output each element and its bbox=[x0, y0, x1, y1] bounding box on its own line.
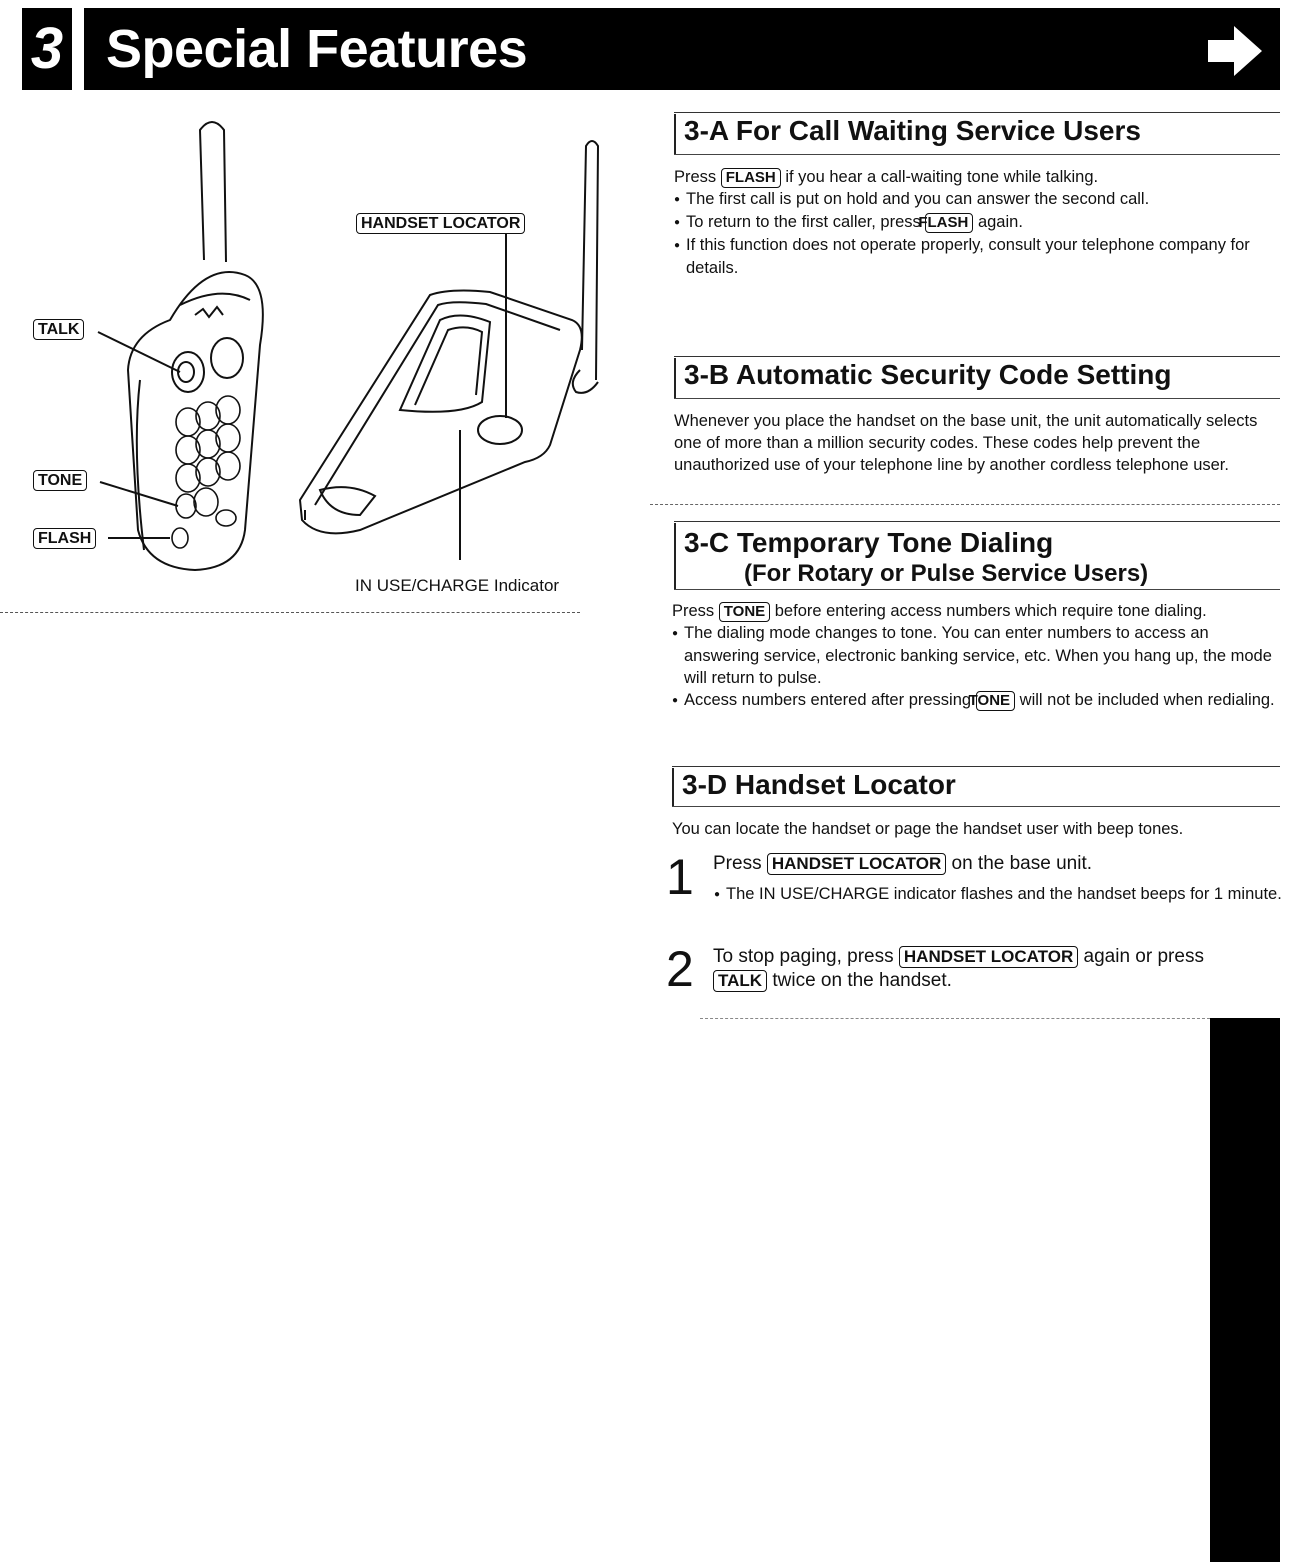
text: on the base unit. bbox=[946, 853, 1093, 874]
step-2-text bbox=[713, 945, 1273, 993]
text: Press bbox=[713, 853, 767, 874]
text: before entering access numbers which require tone dialing. bbox=[770, 602, 1207, 620]
flash-key-label: FLASH bbox=[33, 528, 96, 549]
tone-key: TONE bbox=[976, 691, 1015, 711]
section-a-title: 3-A For Call Waiting Service Users bbox=[684, 115, 1141, 146]
illustration-divider bbox=[0, 612, 580, 613]
section-d-intro: You can locate the handset or page the handset user with beep tones. bbox=[672, 820, 1184, 838]
flash-key: FLASH bbox=[925, 213, 973, 233]
right-arrow-icon bbox=[1206, 24, 1264, 78]
section-c-subtitle: (For Rotary or Pulse Service Users) bbox=[744, 560, 1149, 587]
section-b-divider bbox=[650, 504, 1280, 505]
section-c-title: 3-C Temporary Tone Dialing bbox=[684, 527, 1054, 558]
section-b-body: Whenever you place the handset on the base unit, the unit automatically selects one of more than a million security codes. These codes help prevent the unauthorized use of your telephone line by another cordless telephone user. bbox=[674, 412, 1258, 474]
text: Press bbox=[672, 602, 719, 620]
section-c-body bbox=[672, 600, 1282, 712]
section-c-top-rule bbox=[674, 521, 1280, 522]
section-b-heading bbox=[674, 358, 1171, 398]
section-b-title: 3-B Automatic Security Code Setting bbox=[684, 359, 1172, 390]
text: if you hear a call-waiting tone while talking. bbox=[780, 168, 1099, 186]
step-1-bullet: ● The IN USE/CHARGE indicator flashes and the handset beeps for 1 minute. bbox=[714, 883, 1286, 906]
step-2-number: 2 bbox=[666, 941, 694, 997]
section-c-bottom-rule bbox=[674, 589, 1280, 590]
text: To stop paging, press bbox=[713, 946, 899, 967]
step-1-number: 1 bbox=[666, 849, 694, 905]
page-title: Special Features bbox=[106, 19, 528, 79]
chapter-number: 3 bbox=[22, 8, 72, 90]
section-a-heading bbox=[674, 114, 1141, 154]
section-b-bottom-rule bbox=[674, 398, 1280, 399]
text: twice on the handset. bbox=[767, 970, 952, 991]
bullet bbox=[672, 689, 1282, 712]
section-b-top-rule bbox=[674, 356, 1280, 357]
bullet bbox=[674, 211, 1284, 234]
section-d-top-rule bbox=[672, 766, 1280, 767]
section-a-body bbox=[674, 166, 1284, 279]
bullet: ● If this function does not operate properly, consult your telephone company for details. bbox=[674, 234, 1284, 279]
bullet: ● The first call is put on hold and you can answer the second call. bbox=[674, 188, 1284, 211]
talk-key: TALK bbox=[713, 970, 767, 992]
text: will not be included when redialing. bbox=[1015, 691, 1275, 709]
section-a-top-rule bbox=[674, 112, 1280, 113]
handset-locator-key: HANDSET LOCATOR bbox=[899, 946, 1078, 968]
text: Access numbers entered after pressing bbox=[684, 691, 976, 709]
phone-illustration bbox=[20, 110, 620, 580]
chapter-side-tab bbox=[1210, 1018, 1280, 1562]
talk-key-label: TALK bbox=[33, 319, 84, 340]
text: To return to the first caller, press bbox=[686, 213, 926, 231]
text: again or press bbox=[1078, 946, 1204, 967]
handset-antenna bbox=[200, 122, 226, 262]
handset-body bbox=[128, 272, 263, 570]
section-a-bottom-rule bbox=[674, 154, 1280, 155]
text: Press bbox=[674, 168, 721, 186]
section-d-bottom-rule bbox=[672, 806, 1280, 807]
text: again. bbox=[973, 213, 1023, 231]
handset-locator-key: HANDSET LOCATOR bbox=[767, 853, 946, 875]
section-d-divider bbox=[700, 1018, 1210, 1019]
flash-key: FLASH bbox=[721, 168, 781, 188]
section-d-title: 3-D Handset Locator bbox=[682, 769, 956, 800]
section-c-heading bbox=[674, 523, 1148, 589]
handset-locator-key-label: HANDSET LOCATOR bbox=[356, 213, 525, 234]
indicator-label: IN USE/CHARGE Indicator bbox=[355, 576, 560, 595]
section-d-heading bbox=[672, 768, 956, 806]
bullet: ● The dialing mode changes to tone. You can enter numbers to access an answering service, electronic banking service, etc. When you hang up, the mode will return to pulse. bbox=[672, 622, 1282, 689]
step-1-text bbox=[713, 852, 1273, 876]
tone-key: TONE bbox=[719, 602, 770, 622]
tone-key-label: TONE bbox=[33, 470, 87, 491]
